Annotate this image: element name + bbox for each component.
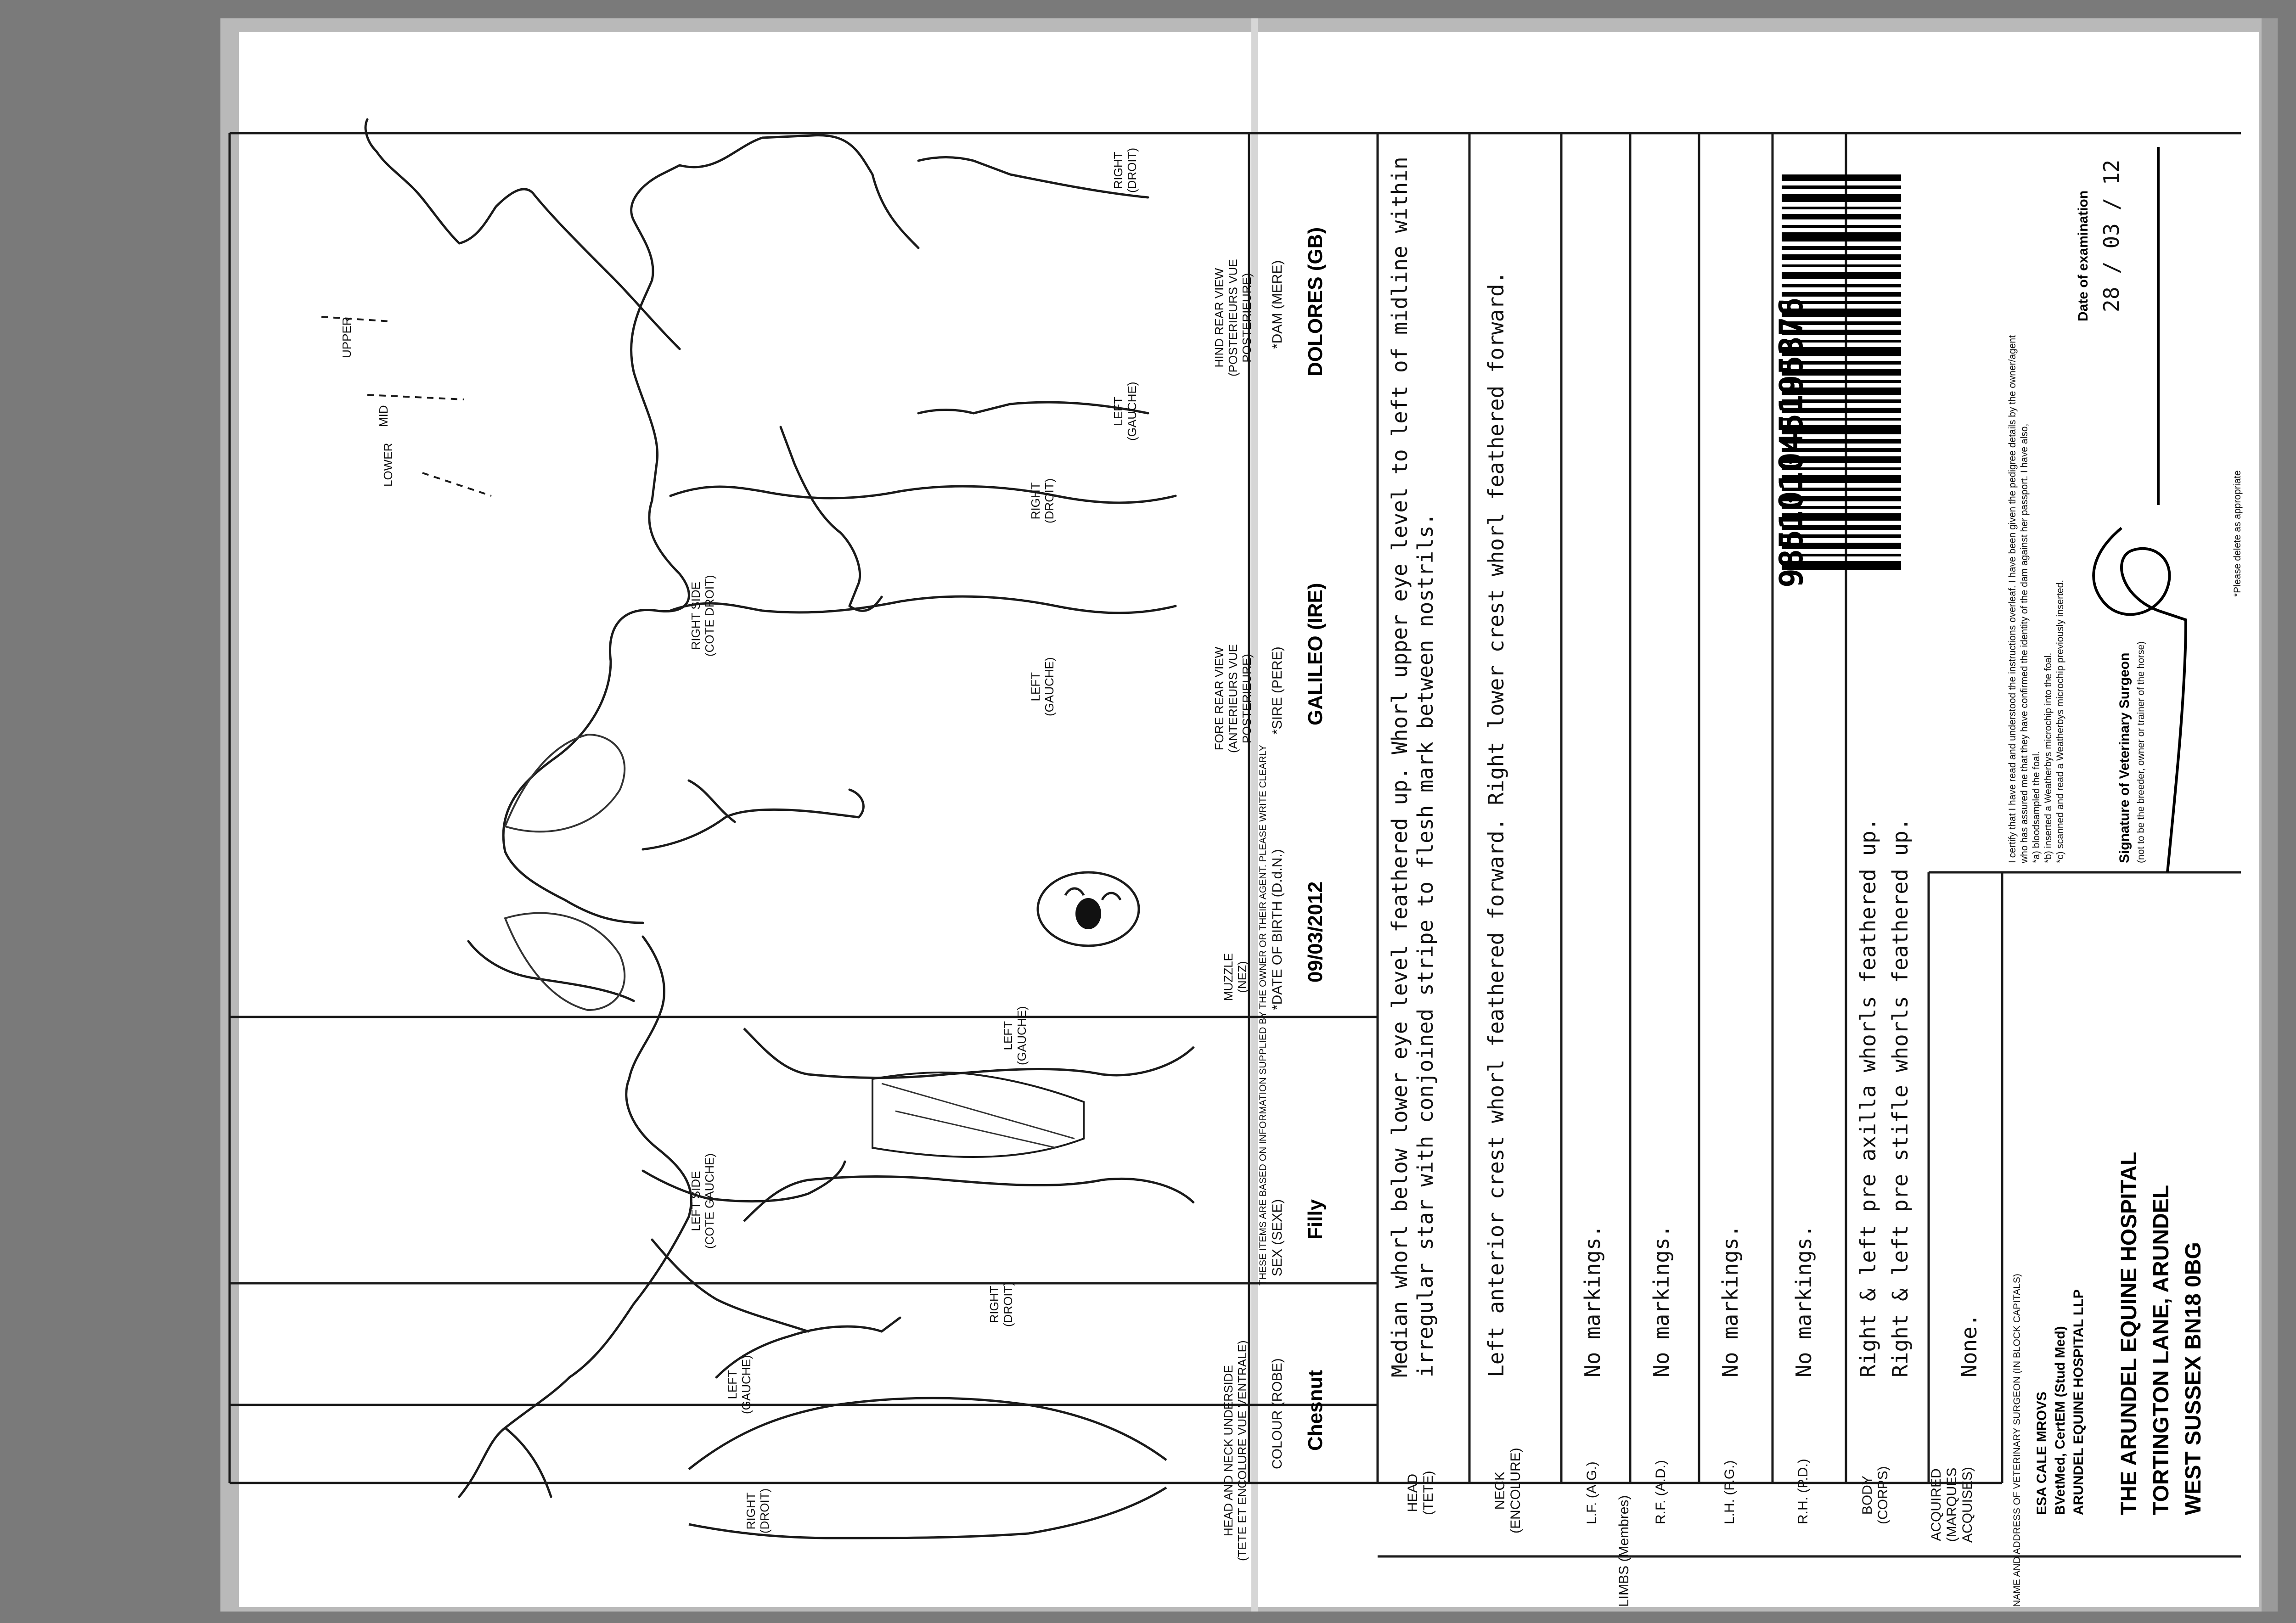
right-droit-label-fore: RIGHT (DROIT) [1029,478,1056,523]
acquired-markings: None. [1957,1314,1981,1377]
dob-label: *DATE OF BIRTH (D.d.N.) [1270,849,1285,1010]
head-label: HEAD (TETE) [1405,1471,1436,1515]
muzzle-label: MUZZLE (NEZ) [1221,953,1249,1001]
dam-value: DOLORES (GB) [1304,227,1327,376]
rh-markings: No markings. [1791,1224,1816,1377]
rf-label: R.F. (A.D.) [1653,1460,1668,1524]
stamp-line-3: WEST SUSSEX BN18 0BG [2181,1242,2206,1515]
left-gauche-label-underside: LEFT (GAUCHE) [726,1355,753,1414]
body-label: BODY (CORPS) [1860,1466,1891,1524]
stamp-line-2: TORTINGTON LANE, ARUNDEL [2149,1185,2173,1515]
lh-label: L.H. (P.G.) [1722,1460,1737,1524]
body-markings-1: Right & left pre axilla whorls feathered up. [1856,818,1880,1377]
stamp-line-1: THE ARUNDEL EQUINE HOSPITAL [2117,1151,2141,1515]
sire-value: GALILEO (IRE) [1304,583,1327,725]
dam-label: *DAM (MERE) [1270,260,1285,349]
left-gauche-label-hind: LEFT (GAUCHE) [1111,382,1139,441]
vet-name: ESA CALE MROVS [2034,1392,2049,1515]
acquired-label: ACQUIRED (MARQUES ACQUISES) [1929,1466,1975,1543]
sex-label: SEX (SEXE) [1270,1199,1285,1276]
left-side-label: LEFT SIDE (COTE GAUCHE) [689,1153,716,1249]
neck-label: NECK (ENCOLURE) [1492,1448,1523,1533]
fore-rear-view-label: FORE REAR VIEW (ANTERIEURS VUE POSTERIEURE) [1212,644,1254,753]
right-droit-label-underside: RIGHT (DROIT) [744,1488,771,1533]
header-note: THESE ITEMS ARE BASED ON INFORMATION SUPPLIED BY THE OWNER OR THEIR AGENT. PLEASE WRITE CLEARLY [1258,745,1268,1286]
left-gauche-label-head: LEFT (GAUCHE) [1001,1006,1029,1065]
signature-label: Signature of Veterinary Surgeon [2117,652,2132,863]
right-side-label: RIGHT SIDE (COTE DROIT) [689,575,716,657]
certification-statement: I certify that I have read and understood the instructions overleaf. I have been given the pedigree details by the owner/agent who has assured me that they have confirmed the identity of the dam against her passport. I have also, *a) bloodsampled the foal. *b) inserted a Weatherbys microchip into the foal. *c) scanned and read a Weatherbys microchip previously inserted. [2007,335,2065,863]
right-droit-label-head: RIGHT (DROIT) [987,1281,1015,1327]
neck-markings: Left anterior crest whorl feathered forward. Right lower crest whorl feathered forward. [1484,271,1508,1377]
colour-value: Chesnut [1304,1370,1327,1451]
date-value: 28 / 03 / 12 [2099,159,2124,312]
barcode-number: 985101045195376 [1773,297,1810,588]
body-markings-2: Right & left pre stifle whorls feathered up. [1888,818,1913,1377]
date-label: Date of examination [2076,190,2091,321]
head-neck-underside-label: HEAD AND NECK UNDERSIDE (TETE ET ENCOLURE VUE VENTRALE) [1221,1340,1249,1561]
rf-markings: No markings. [1649,1224,1674,1377]
limbs-label: LIMBS (Membres) [1616,1495,1632,1607]
head-markings: Median whorl below lower eye level feathered up. Whorl upper eye level to left of midline within irregular star with conjoined stripe to flesh mark between nostrils. [1387,157,1438,1377]
delete-note: *Please delete as appropriate [2232,470,2243,597]
right-droit-label-hind: RIGHT (DROIT) [1111,147,1139,193]
signature-note: (not to be the breeder, owner or trainer of the horse) [2136,641,2146,863]
hind-rear-view-label: HIND REAR VIEW (POSTERIEURS VUE POSTERIEURE) [1212,259,1254,376]
upper-label: UPPER [340,317,354,358]
sex-value: Filly [1304,1199,1327,1240]
lh-markings: No markings. [1718,1224,1743,1377]
dob-value: 09/03/2012 [1304,881,1327,983]
lf-markings: No markings. [1580,1224,1605,1377]
sire-label: *SIRE (PERE) [1270,646,1285,735]
lf-label: L.F. (A.G.) [1584,1461,1599,1524]
mid-label: MID [377,405,390,427]
name-address-label: NAME AND ADDRESS OF VETERINARY SURGEON (IN BLOCK CAPITALS) [2012,1274,2022,1607]
left-gauche-label-fore: LEFT (GAUCHE) [1029,657,1056,716]
lower-label: LOWER [381,443,395,487]
colour-label: COLOUR (ROBE) [1270,1358,1285,1469]
vet-quals: BVetMed, CertEM (Stud Med) [2053,1326,2068,1515]
vet-practice: ARUNDEL EQUINE HOSPITAL LLP [2071,1289,2086,1515]
rh-label: R.H. (P.D.) [1795,1459,1811,1524]
